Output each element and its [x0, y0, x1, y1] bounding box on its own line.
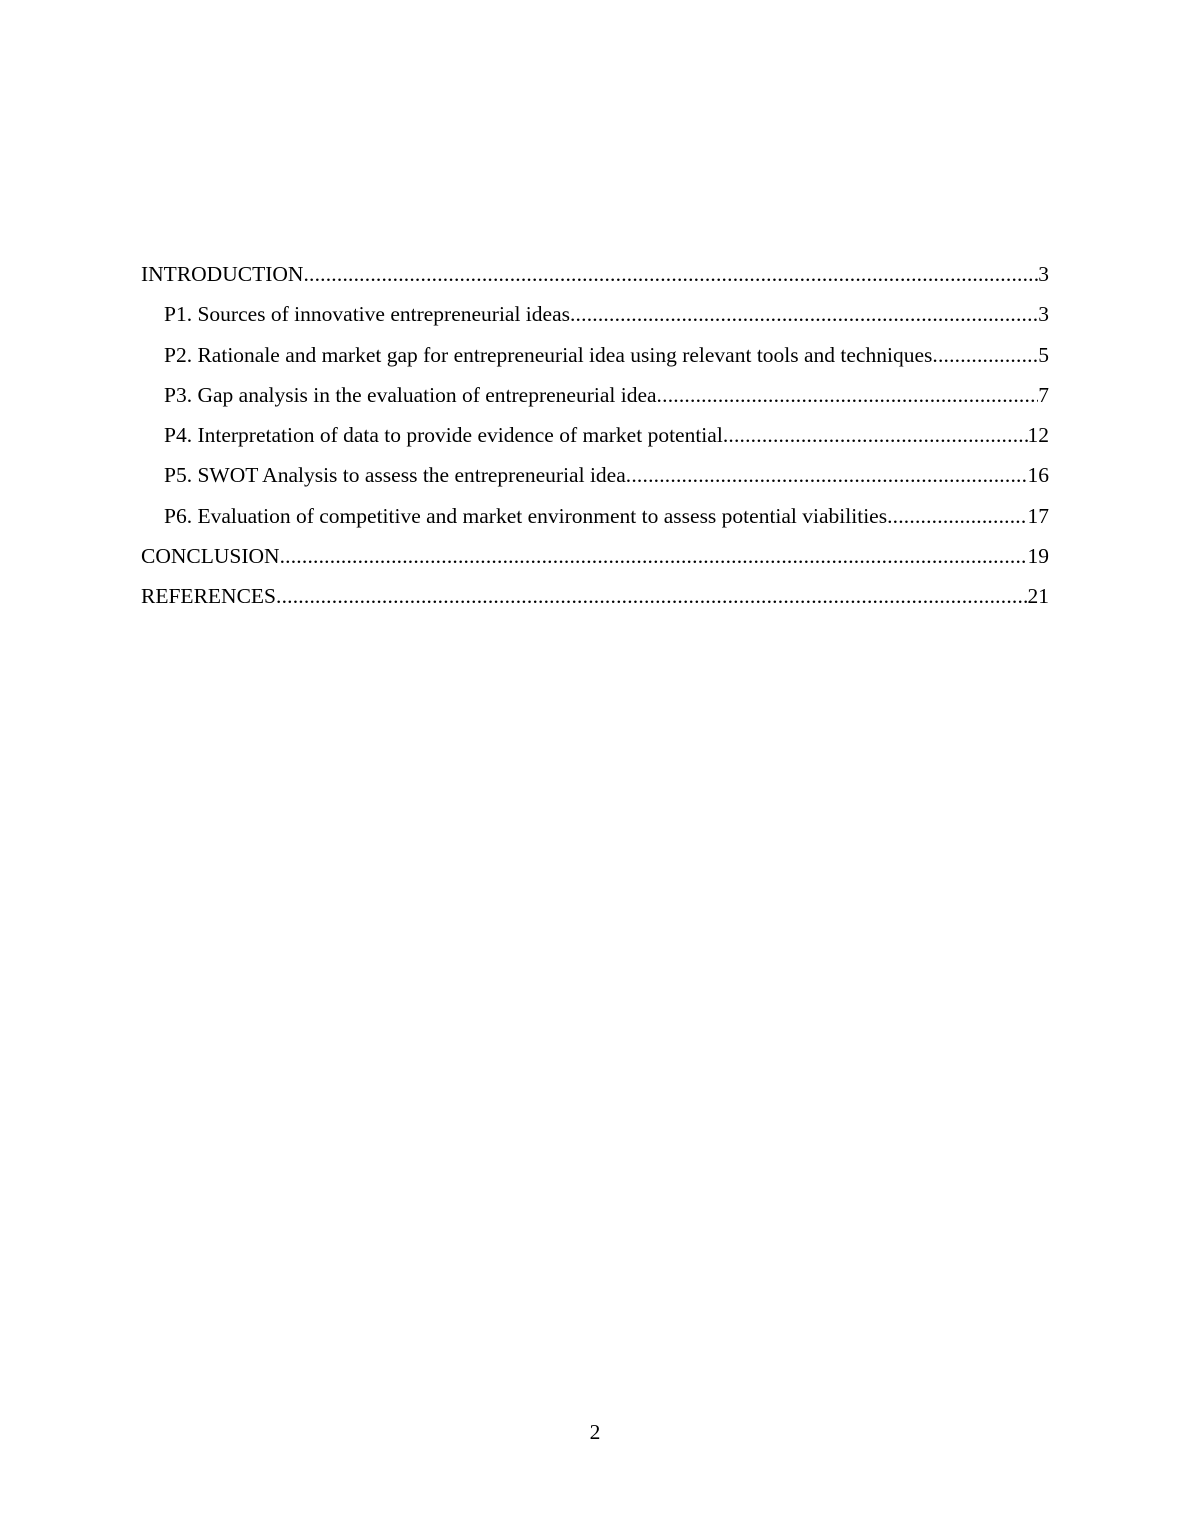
toc-entry-p3[interactable] [141, 379, 1049, 419]
toc-dot-leader [657, 379, 1039, 411]
toc-entry-page: 3 [1038, 302, 1049, 327]
toc-entry-references[interactable] [141, 580, 1049, 620]
page-number: 2 [589, 1420, 601, 1444]
toc-entry-label: CONCLUSION [141, 544, 280, 569]
toc-entry-label: P6. Evaluation of competitive and market environment to assess potential viabilities [164, 503, 888, 528]
toc-dot-leader [723, 419, 1028, 451]
toc-entry-p6[interactable] [141, 500, 1049, 540]
toc-entry-page: 12 [1027, 423, 1049, 448]
toc-entry-p1[interactable] [141, 298, 1049, 338]
toc-entry-p4[interactable] [141, 419, 1049, 459]
toc-entry-page: 16 [1027, 463, 1049, 488]
toc-entry-label: P5. SWOT Analysis to assess the entrepreneurial idea [164, 463, 626, 488]
toc-entry-label: P1. Sources of innovative entrepreneurial ideas [164, 302, 570, 327]
toc-dot-leader [570, 298, 1038, 330]
toc-entry-page: 3 [1038, 262, 1049, 286]
toc-entry-p2[interactable] [141, 339, 1049, 379]
toc-entry-label: REFERENCES [141, 584, 276, 609]
toc-dot-leader [280, 540, 1028, 572]
toc-dot-leader [887, 500, 1027, 532]
toc-entry-label: P2. Rationale and market gap for entrepreneurial idea using relevant tools and techniques [164, 342, 933, 367]
toc-dot-leader [626, 459, 1028, 491]
toc-entry-p5[interactable] [141, 459, 1049, 499]
toc-entry-label: INTRODUCTION [141, 262, 304, 286]
toc-dot-leader [932, 339, 1038, 371]
toc-dot-leader [276, 580, 1028, 612]
table-of-contents [141, 258, 1049, 621]
toc-entry-page: 5 [1038, 342, 1049, 367]
toc-entry-page: 7 [1038, 382, 1049, 407]
toc-entry-introduction[interactable] [141, 258, 1049, 298]
toc-entry-page: 17 [1027, 503, 1049, 528]
toc-dot-leader [303, 258, 1038, 290]
toc-entry-page: 21 [1027, 584, 1049, 609]
toc-entry-page: 19 [1027, 544, 1049, 569]
toc-entry-label: P3. Gap analysis in the evaluation of entrepreneurial idea [164, 382, 657, 407]
toc-entry-conclusion[interactable] [141, 540, 1049, 580]
toc-entry-label: P4. Interpretation of data to provide evidence of market potential [164, 423, 723, 448]
